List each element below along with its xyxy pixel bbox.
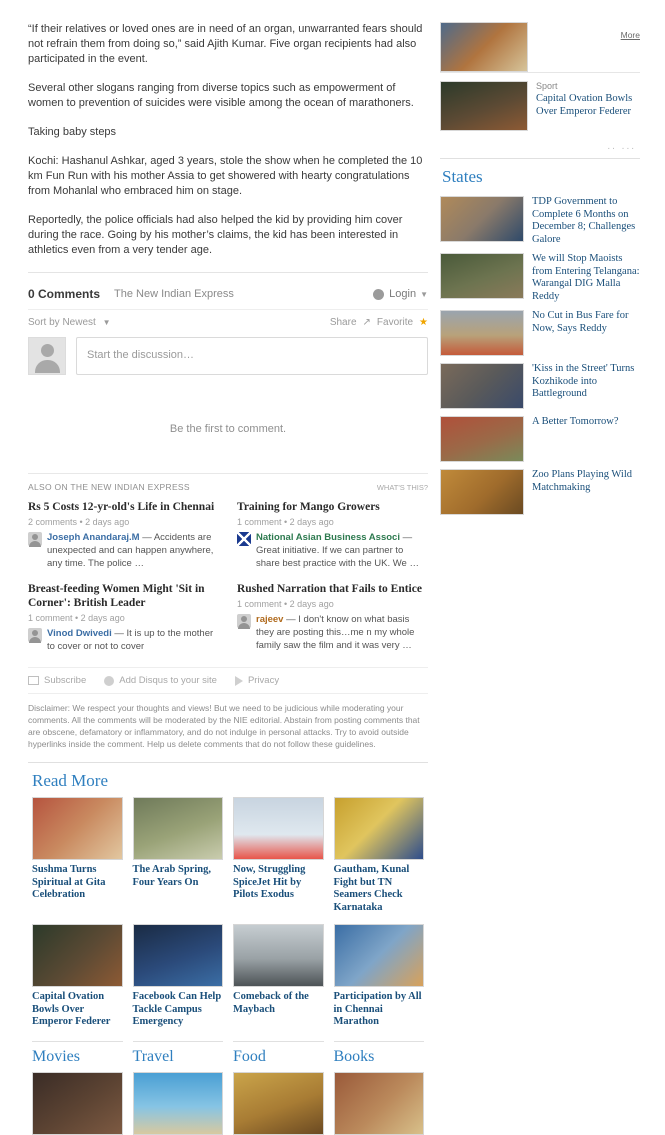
login-label: Login (389, 288, 417, 300)
share-label: Share (329, 317, 357, 328)
category-label[interactable]: Food (233, 1041, 324, 1072)
category-food[interactable] (233, 1041, 324, 1135)
disclaimer-text: Disclaimer: We respect your thoughts and views! But we need to be judicious while moderating your comments. All the comments will be moderated by the NIE editorial. Abstain from posting comments that are obscene, defamatory or inflammatory, and do not indulge in personal attacks. Try to avoid outside hyperlinks inside the comment. Help us delete comments that do not follow these guidelines. (28, 703, 420, 749)
sort-label: Sort by Newest (28, 317, 96, 328)
also-on-label: ALSO ON THE NEW INDIAN EXPRESS (28, 482, 190, 492)
story-title[interactable]: TDP Government to Complete 6 Months on December 8; Challenges Galore (532, 196, 636, 245)
thumbnail (334, 1072, 425, 1135)
disqus-header (28, 283, 428, 309)
thumbnail (440, 22, 528, 72)
read-more-heading: Read More (28, 762, 428, 797)
article-paragraph: “If their relatives or loved ones are in need of an organ, unwarranted fears should not refrain them from doing so,” said Ajith Kumar. Five organ recipients had also participated in the event. (28, 23, 423, 65)
related-comment (28, 531, 219, 570)
also-on-header (28, 473, 428, 492)
thumbnail (32, 924, 123, 987)
related-comment (237, 531, 428, 570)
category-travel[interactable] (133, 1041, 224, 1135)
article-paragraph: Kochi: Hashanul Ashkar, aged 3 years, stole the show when he completed the 10 km Fun Run with his mother Assia to get showered with hearty congratulations from Mohanlal who embraced him on stage. (28, 155, 423, 197)
thumbnail (233, 1072, 324, 1135)
category-label[interactable]: Movies (32, 1041, 123, 1072)
related-discussions (28, 500, 428, 661)
list-item[interactable] (440, 360, 640, 413)
story-title[interactable]: No Cut in Bus Fare for Now, Says Reddy (532, 310, 629, 334)
subscribe-label: Subscribe (44, 675, 87, 686)
favorite-label: Favorite (376, 317, 414, 328)
chevron-down-icon: ▼ (102, 318, 111, 327)
disqus-toolbar (28, 309, 428, 337)
card-title[interactable]: Comeback of the Maybach (233, 991, 309, 1015)
subscribe-button[interactable] (28, 675, 86, 686)
related-title[interactable]: Training for Mango Growers (237, 501, 380, 513)
read-more-card[interactable] (233, 797, 324, 914)
avatar-icon (237, 532, 251, 546)
thumbnail (133, 797, 224, 860)
thumbnail (133, 1072, 224, 1135)
read-more-card[interactable] (32, 924, 123, 1029)
list-item[interactable] (28, 500, 219, 578)
avatar-icon (28, 532, 42, 546)
list-item[interactable] (440, 413, 640, 466)
comment-author: Vinod Dwivedi (47, 628, 112, 639)
category-row (28, 1041, 428, 1135)
thumbnail (233, 797, 324, 860)
story-title[interactable]: A Better Tomorrow? (532, 416, 619, 427)
read-more-card[interactable] (233, 924, 324, 1029)
related-meta: 1 comment • 2 days ago (237, 517, 334, 527)
related-comment (28, 627, 219, 653)
related-comment (237, 613, 428, 652)
card-title[interactable]: Now, Struggling SpiceJet Hit by Pilots Exodus (233, 864, 306, 900)
article-paragraph: Several other slogans ranging from diverse topics such as empowerment of women to prevention of suicides were visible among the ocean of marathoners. (28, 82, 414, 109)
disqus-icon (104, 676, 114, 686)
related-meta: 1 comment • 2 days ago (237, 599, 334, 609)
comment-composer (28, 337, 428, 375)
thumbnail (334, 797, 425, 860)
pagination-dots[interactable]: .. ... (607, 141, 636, 152)
thumbnail (32, 797, 123, 860)
thumbnail (440, 196, 524, 242)
user-avatar-icon (373, 289, 384, 300)
disqus-widget (28, 272, 428, 762)
read-more-card[interactable] (32, 797, 123, 914)
comment-input[interactable]: Start the discussion… (76, 337, 428, 375)
states-heading: States (440, 158, 640, 193)
chevron-down-icon: ▼ (420, 289, 428, 299)
empty-comments-message: Be the first to comment. (169, 423, 287, 435)
related-meta: 1 comment • 2 days ago (28, 613, 125, 623)
sidebar-top-promo[interactable] (440, 22, 640, 72)
article-body (28, 22, 428, 258)
article-paragraph: Reportedly, the police officials had also helped the kid by providing him cover during the race. Going by his mother’s claims, the kid has been interested in athletics even from a very tender age. (28, 214, 403, 256)
read-more-card[interactable] (133, 924, 224, 1029)
read-more-card[interactable] (334, 797, 425, 914)
section-kicker: Sport (536, 81, 558, 91)
thumbnail (440, 469, 524, 515)
list-item[interactable] (28, 582, 219, 661)
disqus-site-name: The New Indian Express (114, 288, 234, 300)
card-title[interactable]: The Arab Spring, Four Years On (132, 864, 211, 888)
thumbnail (440, 310, 524, 356)
comment-author: rajeev (256, 614, 284, 625)
card-title[interactable]: Participation by All in Chennai Marathon (333, 991, 422, 1027)
comment-snippet: — Accidents are unexpected and can happen anywhere, any time. The police … (47, 532, 214, 569)
story-title[interactable]: We will Stop Maoists from Entering Telangana: Warangal DIG Malla Reddy (532, 253, 640, 302)
story-title[interactable]: Capital Ovation Bowls Over Emperor Federer (536, 93, 633, 117)
more-link[interactable]: More (620, 30, 640, 40)
avatar (28, 337, 66, 375)
comment-count: 0 Comments (28, 287, 101, 301)
thumbnail (233, 924, 324, 987)
category-label[interactable]: Books (334, 1041, 425, 1072)
related-title[interactable]: Rs 5 Costs 12-yr-old's Life in Chennai (28, 501, 215, 513)
disqus-footer (28, 667, 428, 694)
related-title[interactable]: Breast-feeding Women Might 'Sit in Corner': British Leader (28, 583, 205, 609)
add-disqus-button[interactable] (104, 675, 217, 686)
card-title[interactable]: Facebook Can Help Tackle Campus Emergency (132, 991, 222, 1027)
share-button[interactable] (330, 317, 357, 328)
read-more-grid (28, 797, 428, 1029)
mail-icon (28, 676, 39, 685)
list-item[interactable] (440, 466, 640, 519)
comment-author: Joseph Anandaraj.M (47, 532, 140, 543)
add-disqus-label: Add Disqus to your site (119, 675, 217, 686)
card-title[interactable]: Capital Ovation Bowls Over Emperor Federer (32, 991, 111, 1027)
list-item[interactable] (237, 500, 428, 578)
list-item[interactable] (440, 307, 640, 360)
comment-snippet: — Great initiative. If we can partner to share best practice with the UK. We … (256, 532, 419, 569)
list-item[interactable] (440, 193, 640, 250)
read-more-card[interactable] (334, 924, 425, 1029)
sort-dropdown[interactable] (28, 317, 111, 328)
article-subheading: Taking baby steps (28, 126, 117, 138)
main-column (28, 22, 428, 1135)
story-title[interactable]: Zoo Plans Playing Wild Matchmaking (532, 469, 633, 493)
related-title[interactable]: Rushed Narration that Fails to Entice (237, 583, 422, 595)
comment-snippet: — It is up to the mother to cover or not to cover (47, 628, 214, 652)
story-title[interactable]: 'Kiss in the Street' Turns Kozhikode into Battleground (532, 363, 635, 399)
privacy-label: Privacy (247, 675, 280, 686)
favorite-button[interactable] (377, 317, 413, 328)
comment-author: National Asian Business Associ (256, 532, 400, 543)
category-books[interactable] (334, 1041, 425, 1135)
thumbnail (440, 416, 524, 462)
thumbnail (32, 1072, 123, 1135)
thumbnail (133, 924, 224, 987)
list-item[interactable] (237, 582, 428, 661)
comment-snippet: — I don't know on what basis they are posting this…me n my whole family saw the film and it was very … (256, 614, 415, 651)
related-meta: 2 comments • 2 days ago (28, 517, 130, 527)
card-title[interactable]: Gautham, Kunal Fight but TN Seamers Check Karnataka (333, 864, 410, 913)
avatar-icon (237, 614, 251, 628)
whats-this-link[interactable]: WHAT'S THIS? (376, 483, 428, 492)
thumbnail (440, 253, 524, 299)
list-item[interactable] (440, 250, 640, 307)
star-icon[interactable]: ★ (419, 317, 428, 328)
privacy-button[interactable] (235, 675, 279, 686)
avatar-icon (28, 628, 42, 642)
sidebar-featured-story[interactable] (440, 72, 640, 139)
thumbnail (440, 363, 524, 409)
thumbnail (440, 81, 528, 131)
privacy-icon (235, 676, 243, 686)
sidebar (440, 22, 640, 519)
category-movies[interactable] (32, 1041, 123, 1135)
category-label[interactable]: Travel (133, 1041, 224, 1072)
login-button[interactable] (373, 288, 428, 300)
share-icon[interactable]: ↗ (362, 317, 371, 328)
thumbnail (334, 924, 425, 987)
card-title[interactable]: Sushma Turns Spiritual at Gita Celebration (32, 864, 106, 900)
read-more-card[interactable] (133, 797, 224, 914)
